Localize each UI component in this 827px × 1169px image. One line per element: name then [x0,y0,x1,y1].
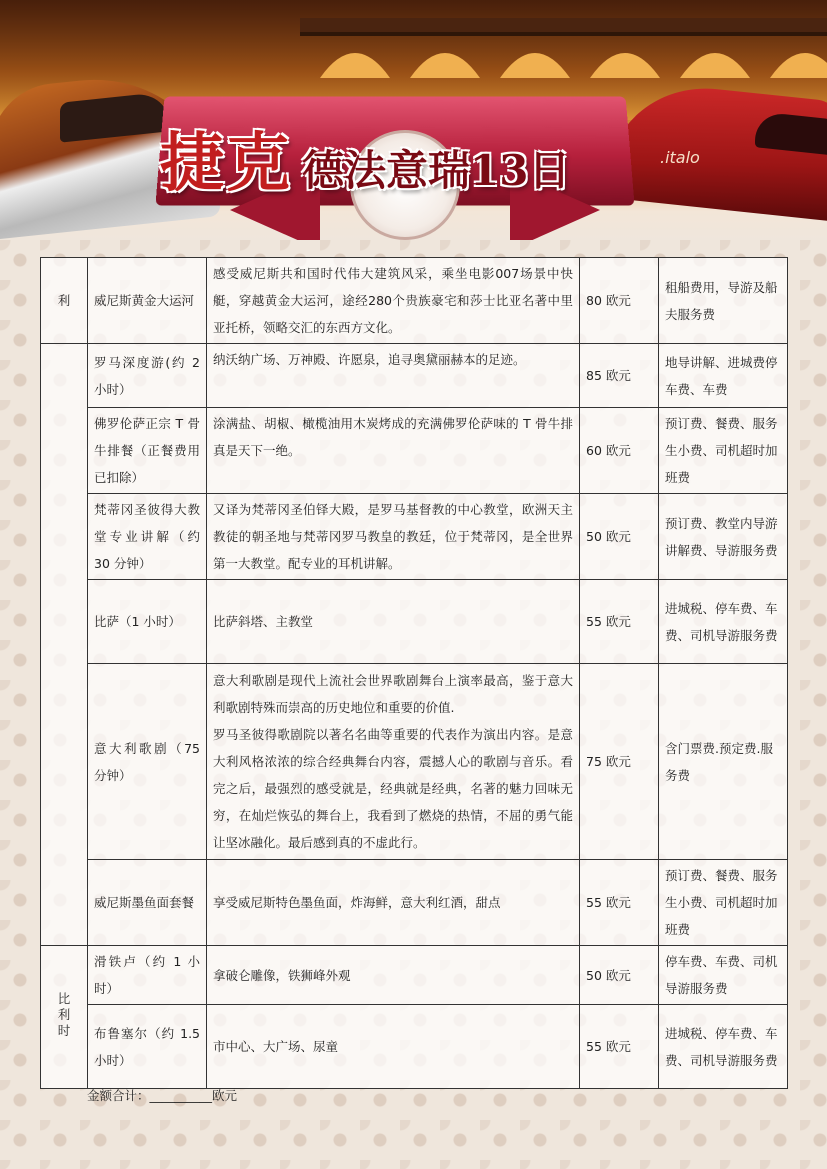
country-cell [41,408,88,494]
country-cell [41,344,88,408]
price-cell: 55 欧元 [580,1005,659,1089]
project-cell: 布鲁塞尔（约 1.5 小时） [88,1005,207,1089]
country-cell [41,860,88,946]
table-row [41,664,788,860]
includes-cell: 租船费用，导游及船夫服务费 [659,258,788,344]
description-cell: 感受威尼斯共和国时代伟大建筑风采，乘坐电影007场景中快艇，穿越黄金大运河，途经280个贵族豪宅和莎士比亚名著中里亚托桥，领略交汇的东西方文化。 [207,258,580,344]
includes-cell: 预订费、餐费、服务生小费、司机超时加班费 [659,408,788,494]
price-cell: 50 欧元 [580,946,659,1005]
includes-cell: 进城税、停车费、车费、司机导游服务费 [659,1005,788,1089]
price-cell: 60 欧元 [580,408,659,494]
description-paragraph: 罗马圣彼得歌剧院以著名名曲等重要的代表作为演出内容。是意大利风格浓浓的综合经典舞台内容，震撼人心的歌剧与音乐。看完之后，最强烈的感受就是，经典就是经典，名著的魅力回味无穷，在灿烂恢弘的舞台上，我看到了燃烧的热情，不屈的勇气能让坚冰融化。最后感到真的不虚此行。 [213,727,573,850]
project-cell: 梵蒂冈圣彼得大教堂专业讲解（约 30 分钟） [88,494,207,580]
table-row [41,580,788,664]
title-main: 捷克 [160,126,292,201]
includes-cell: 预订费、教堂内导游讲解费、导游服务费 [659,494,788,580]
price-cell: 55 欧元 [580,860,659,946]
project-cell: 罗马深度游(约 2 小时） [88,344,207,408]
country-cell: 利 [41,258,88,344]
price-cell: 75 欧元 [580,664,659,860]
price-cell: 50 欧元 [580,494,659,580]
page-title [160,112,570,204]
total-unit: 欧元 [212,1088,238,1103]
train-brand-logo: .italo [660,148,700,167]
price-cell: 85 欧元 [580,344,659,408]
description-cell: 拿破仑雕像，铁狮峰外观 [207,946,580,1005]
description-cell: 纳沃纳广场、万神殿、许愿泉，追寻奥黛丽赫本的足迹。 [207,344,580,408]
description-cell: 又译为梵蒂冈圣伯铎大殿，是罗马基督教的中心教堂，欧洲天主教徒的朝圣地与梵蒂冈罗马教皇的教廷，位于梵蒂冈，是全世界第一大教堂。配专业的耳机讲解。 [207,494,580,580]
project-cell: 比萨（1 小时） [88,580,207,664]
project-cell: 威尼斯黄金大运河 [88,258,207,344]
price-cell: 55 欧元 [580,580,659,664]
includes-cell: 地导讲解、进城费停车费、车费 [659,344,788,408]
table-row [41,344,788,408]
price-cell: 80 欧元 [580,258,659,344]
country-cell [41,580,88,664]
table-row [41,1005,788,1089]
total-label: 金额合计： [87,1088,150,1103]
includes-cell: 预订费、餐费、服务生小费、司机超时加班费 [659,860,788,946]
table-row [41,946,788,1005]
title-sub: 德法意瑞13日 [302,146,571,195]
table-row [41,408,788,494]
total-amount-line [87,1086,237,1104]
description-cell: 享受威尼斯特色墨鱼面，炸海鲜，意大利红酒，甜点 [207,860,580,946]
description-cell: 市中心、大广场、尿童 [207,1005,580,1089]
header-banner [0,0,827,240]
includes-cell: 含门票费.预定费.服务费 [659,664,788,860]
description-cell: 涂满盐、胡椒、橄榄油用木炭烤成的充满佛罗伦萨味的 T 骨牛排真是天下一绝。 [207,408,580,494]
description-paragraph: 意大利歌剧是现代上流社会世界歌剧舞台上演率最高，鉴于意大利歌剧特殊而崇高的历史地位和重要的价值. [213,673,573,715]
optional-items-table [40,257,788,1089]
includes-cell: 进城税、停车费、车费、司机导游服务费 [659,580,788,664]
description-cell [207,664,580,860]
table-row [41,494,788,580]
table-row [41,258,788,344]
project-cell: 滑铁卢（约 1 小时） [88,946,207,1005]
description-cell: 比萨斜塔、主教堂 [207,580,580,664]
table-row [41,860,788,946]
country-cell [41,664,88,860]
total-input-blank[interactable]: __________ [149,1088,213,1103]
project-cell: 意大利歌剧（75 分钟） [88,664,207,860]
project-cell: 佛罗伦萨正宗 T 骨牛排餐（正餐费用已扣除） [88,408,207,494]
country-cell: 比利时 [41,946,88,1089]
bridge-illustration [300,8,827,78]
country-cell [41,494,88,580]
project-cell: 威尼斯墨鱼面套餐 [88,860,207,946]
includes-cell: 停车费、车费、司机导游服务费 [659,946,788,1005]
